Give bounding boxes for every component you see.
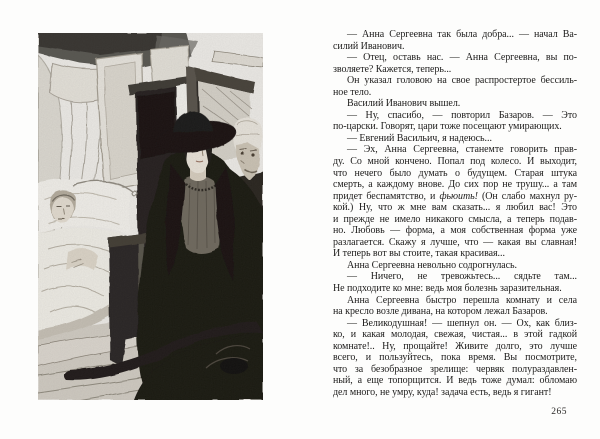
text-line: на кресло возле дивана, на котором лежал Базаров. [333,306,548,318]
text-line: ко, и какая молодая, свежая, чистая... в этой гадкой [333,329,577,341]
text-line: но. Любовь — форма, а моя собственная форма уже [333,225,577,237]
text-line: силий Иванович. [333,40,405,52]
page-number: 265 [551,407,567,417]
text-line: Василий Иванович вышел. [347,98,461,110]
text-line: разлагается. Скажу я лучше, что — какая вы славная! [333,236,577,248]
text-column [333,29,577,399]
text-line: — Ну, спасибо, — повторил Базаров. — Это [347,109,577,121]
text-line: что нечего было думать о будущем. Старая штука [333,167,577,179]
text-line: и прежде не имело никакого смысла, а теперь подав- [333,213,577,225]
text-line: ный, а еще топорщится. И ведь тоже думал: обломаю [333,375,577,387]
text-line: — Анна Сергеевна так была добра... — начал Ва- [347,29,577,40]
text-line: зволяете? Кажется, теперь... [333,63,452,75]
text-line: по-царски. Говорят, цари тоже посещают умирающих. [333,121,562,133]
text-line: всего, и пользуйтесь, пока время. Вы посмотрите, [333,352,577,364]
text-line: ду. Со мной кончено. Попал под колесо. И выходит, [333,156,577,168]
text-line: комнате!.. Ну, прощайте! Живите долго, это лучше [333,340,577,352]
text-line: — Отец, оставь нас. — Анна Сергеевна, вы по- [347,52,577,64]
text-line: ное тело. [333,86,372,98]
text-line: что за безобразное зрелище: червяк полураздавлен- [333,363,577,375]
text-line: — Великодушная! — шепнул он. — Ох, как близ- [347,317,577,329]
text-line: И теперь вот вы стоите, такая красивая... [333,248,505,260]
text-line: смерть, а каждому внове. До сих пор не трушу... а там [333,179,577,191]
paper-grain [38,33,263,400]
text-line: придет беспамятство, и фьюить! (Он слабо махнул ру- [333,190,578,202]
text-line: — Евгений Васильич, я надеюсь... [347,132,492,144]
text-line: — Эх, Анна Сергеевна, станемте говорить прав- [347,144,577,156]
text-line: Анна Сергеевна быстро перешла комнату и села [347,294,577,306]
text-line: дел много, не умру, куда! задача есть, ведь я гигант! [333,386,552,398]
text-line: кой.) Ну, что ж мне вам сказать... я любил вас! Это [333,202,577,214]
right-page [333,29,577,429]
text-line: Он указал головою на свое распростертое бессиль- [347,75,577,87]
text-line: — Ничего, не тревожьтесь... сядьте там... [347,271,577,283]
book-illustration [38,33,263,400]
text-line: Не подходите ко мне: ведь моя болезнь заразительная. [333,283,562,295]
text-line: Анна Сергеевна невольно содрогнулась. [347,259,517,271]
